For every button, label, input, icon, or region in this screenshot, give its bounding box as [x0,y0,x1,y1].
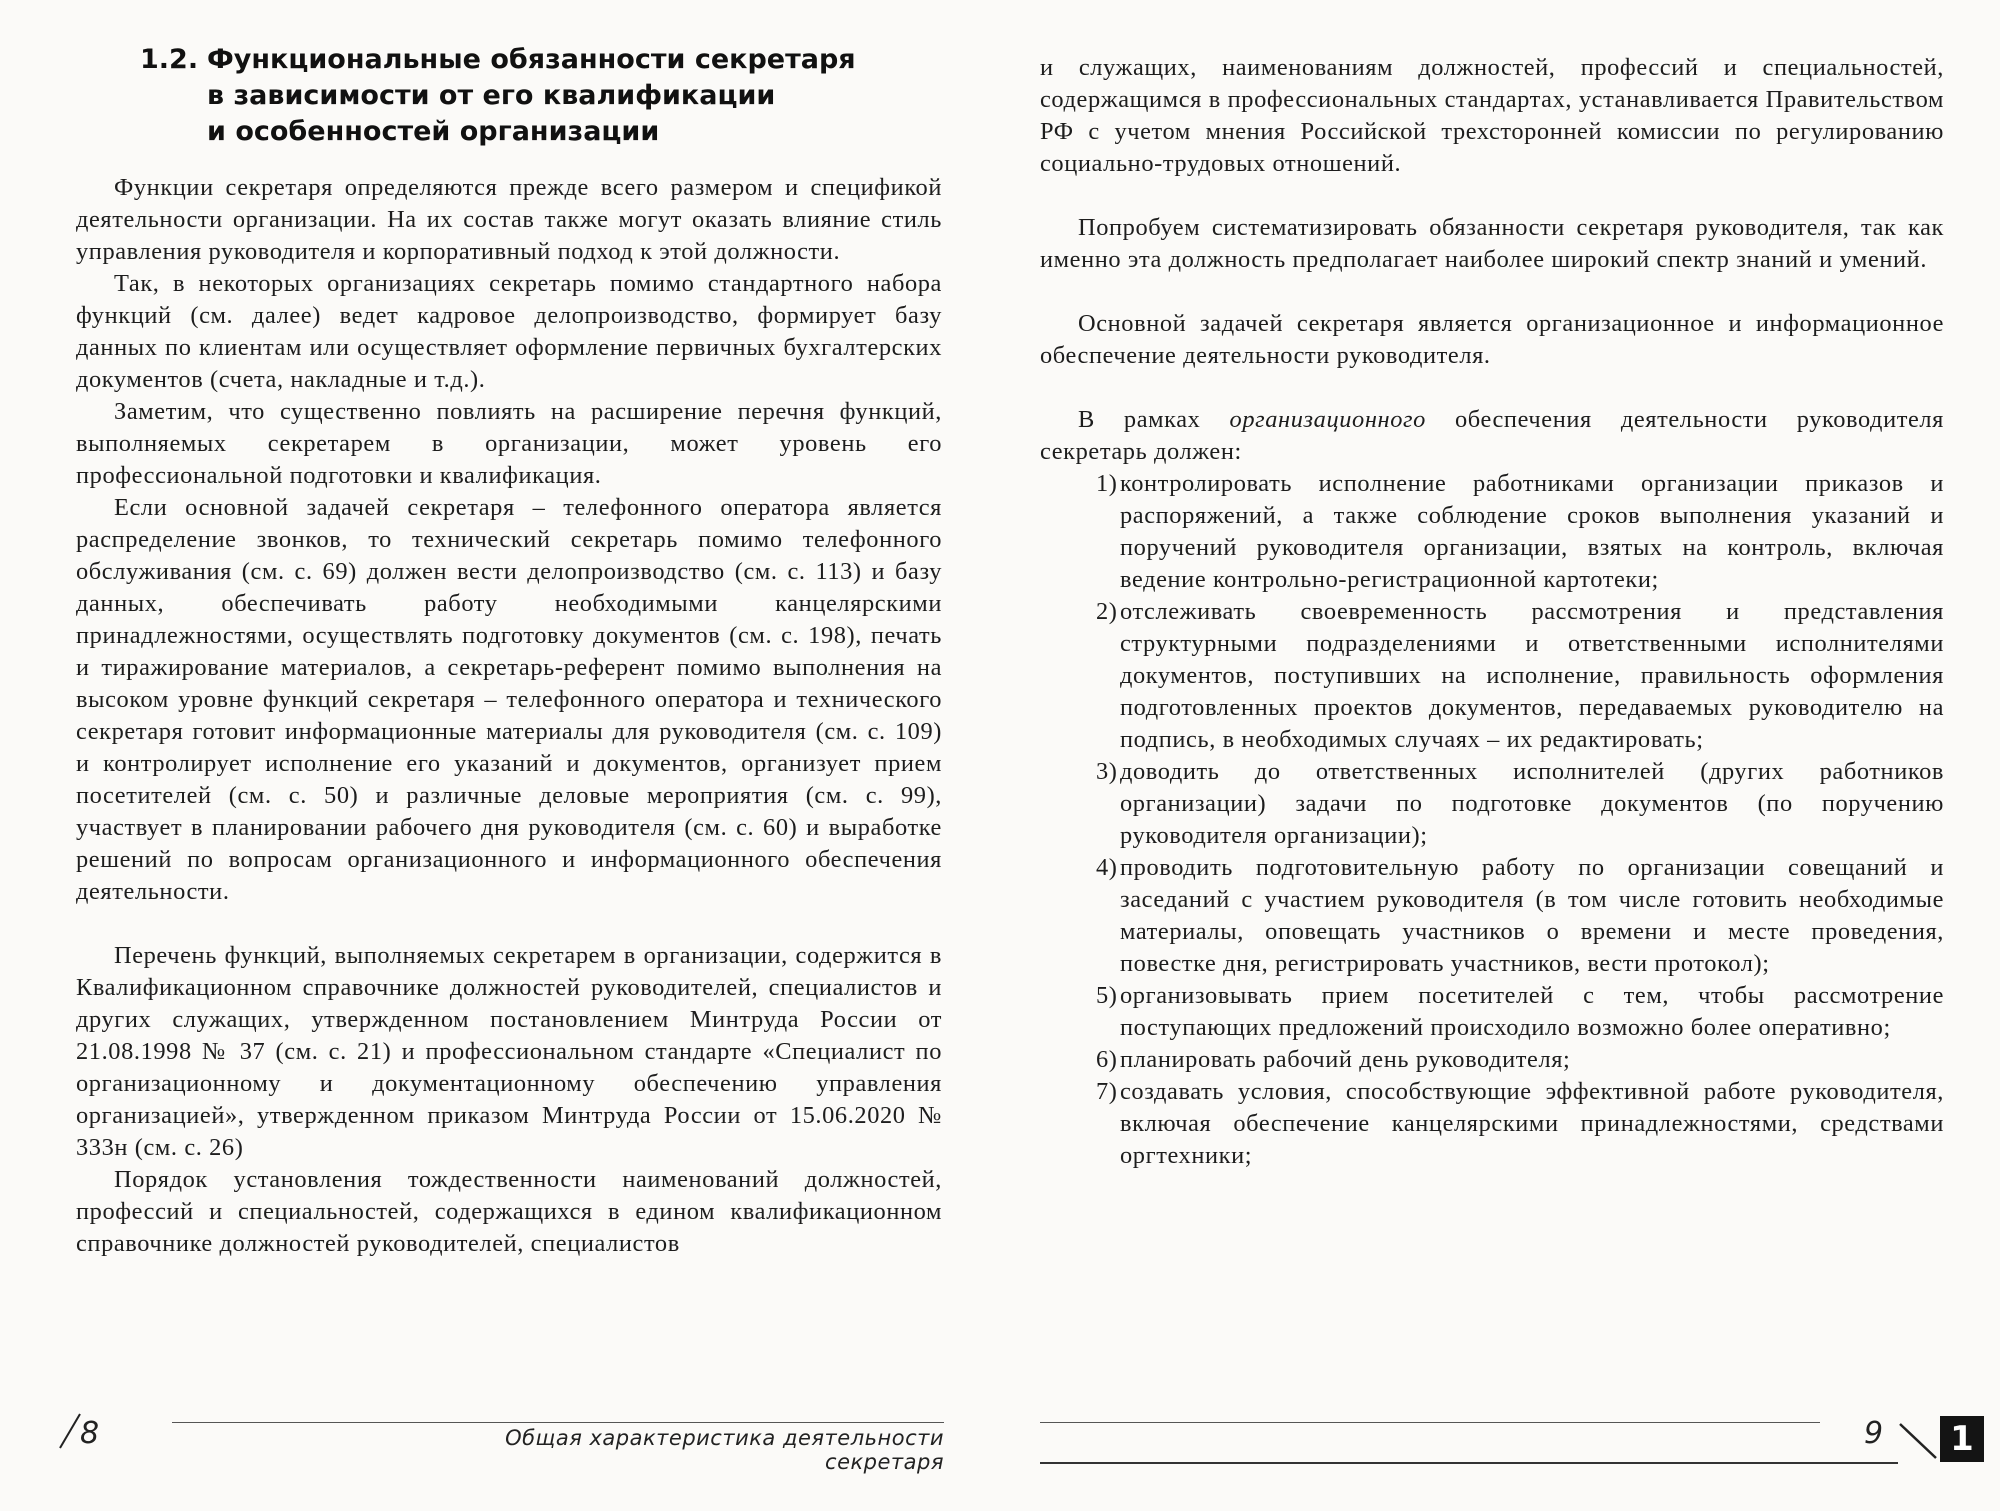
running-title: Общая характеристика деятельности секретаря [505,1426,944,1474]
list-number: 4) [1096,854,1118,881]
list-text: контролировать исполнение работниками организации приказов и распоряжений, а также соблюдение сроков выполнения указаний и поручений руководителя организации, взятых на контроль, включая ведение контрольно-регистрационной картотеки; [1120,470,1944,593]
list-item [1040,468,1944,596]
list-text: организовывать прием посетителей с тем, чтобы рассмотрение поступающих предложений происходило возможно более оперативно; [1120,982,1944,1041]
heading-line-3: и особенностей организации [207,116,660,147]
section-heading [140,42,900,150]
right-body-text [1040,52,1944,1172]
footer-rule-bottom [1040,1462,1898,1464]
slash-decoration-icon [58,1412,82,1450]
list-text: создавать условия, способствующие эффективной работе руководителя, включая обеспечение канцелярскими принадлежностями, средствами оргтехники; [1120,1078,1944,1169]
page-number-right: 9 [1864,1416,1884,1451]
list-number: 5) [1096,982,1118,1009]
paragraph-gap [1040,276,1944,308]
heading-line-1: Функциональные обязанности секретаря [207,44,856,75]
list-item [1040,756,1944,852]
paragraph: Функции секретаря определяются прежде всего размером и спецификой деятельности организации. На их состав также могут оказать влияние стиль управления руководителя и корпоративный подход к этой должности. [76,174,942,265]
right-page [1000,0,2000,1511]
paragraph: Перечень функций, выполняемых секретарем в организации, содержится в Квалификационном справочнике должностей руководителей, специалистов и других служащих, утвержденном постановлением Минтруда России от 21.08.1998 № 37 (см. с. 21) и профессиональном стандарте «Специалист по организационному и документационному обеспечению управления организацией», утвержденном приказом Минтруда России от 15.06.2020 № 333н (см. с. 26) [76,942,942,1161]
list-number: 6) [1096,1046,1118,1073]
page-number-left: 8 [80,1416,100,1451]
heading-line-2: в зависимости от его квалификации [207,80,776,111]
list-text: доводить до ответственных исполнителей (других работников организации) задачи по подготовке документов (по поручению руководителя организации); [1120,758,1944,849]
duties-list [1040,468,1944,1172]
list-item [1040,852,1944,980]
paragraph-gap [1040,180,1944,212]
paragraph-gap [1040,372,1944,404]
left-body-text [76,172,942,1260]
paragraph: Так, в некоторых организациях секретарь помимо стандартного набора функций (см. далее) ведет кадровое делопроизводство, формирует базу данных по клиентам или осуществляет оформление первичных бухгалтерских документов (счета, накладные и т.д.). [76,270,942,393]
chapter-badge: 1 [1940,1416,1984,1462]
paragraph: Порядок установления тождественности наименований должностей, профессий и специальностей, содержащихся в едином квалификационном справочнике должностей руководителей, специалистов [76,1166,942,1257]
list-text: проводить подготовительную работу по организации совещаний и заседаний с участием руководителя (в том числе готовить необходимые материалы, оповещать участников о времени и месте проведения, повестке дня, регистрировать участников, вести протокол); [1120,854,1944,977]
list-item [1040,596,1944,756]
list-item [1040,980,1944,1044]
list-text: планировать рабочий день руководителя; [1120,1046,1571,1073]
intro-after: обеспечения деятельности руководителя секретарь должен: [1040,406,1944,465]
paragraph-gap [76,908,942,940]
intro-paragraph [1040,404,1944,468]
list-number: 2) [1096,598,1118,625]
paragraph: Заметим, что существенно повлиять на расширение перечня функций, выполняемых секретарем в организации, может уровень его профессиональной подготовки и квалификация. [76,398,942,489]
section-number: 1.2. [140,44,199,75]
footer-rule [172,1422,944,1423]
backslash-decoration-icon [1898,1420,1938,1460]
intro-emphasis: организационного [1229,406,1426,433]
intro-before: В рамках [1078,406,1230,433]
list-text: отслеживать своевременность рассмотрения и представления структурными подразделениями и ответственными исполнителями документов, поступивших на исполнение, правильность оформления подготовленных проектов документов, передаваемых руководителю на подпись, в необходимых случаях – их редактировать; [1120,598,1944,753]
list-number: 1) [1096,470,1118,497]
continuation-paragraph: и служащих, наименованиям должностей, профессий и специальностей, содержащимся в профессиональных стандартах, устанавливается Правительством РФ с учетом мнения Российской трехсторонней комиссии по регулированию социально-трудовых отношений. [1040,54,1944,177]
list-item [1040,1044,1944,1076]
paragraph: Если основной задачей секретаря – телефонного оператора является распределение звонков, то технический секретарь помимо телефонного обслуживания (см. с. 69) должен вести делопроизводство (см. с. 113) и базу данных, обеспечивать работу необходимыми канцелярскими принадлежностями, осуществлять подготовку документов (см. с. 198), печать и тиражирование материалов, а секретарь-референт помимо выполнения на высоком уровне функций секретаря – телефонного оператора и технического секретаря готовит информационные материалы для руководителя (см. с. 109) и контролирует исполнение его указаний и документов, организует прием посетителей (см. с. 50) и различные деловые мероприятия (см. с. 99), участвует в планировании рабочего дня руководителя (см. с. 60) и выработке решений по вопросам организационного и информационного обеспечения деятельности. [76,494,942,905]
paragraph: Попробуем систематизировать обязанности секретаря руководителя, так как именно эта должность предполагает наиболее широкий спектр знаний и умений. [1040,214,1944,273]
footer-rule-top [1040,1422,1820,1423]
list-number: 7) [1096,1078,1118,1105]
list-item [1040,1076,1944,1172]
paragraph: Основной задачей секретаря является организационное и информационное обеспечение деятельности руководителя. [1040,310,1944,369]
list-number: 3) [1096,758,1118,785]
